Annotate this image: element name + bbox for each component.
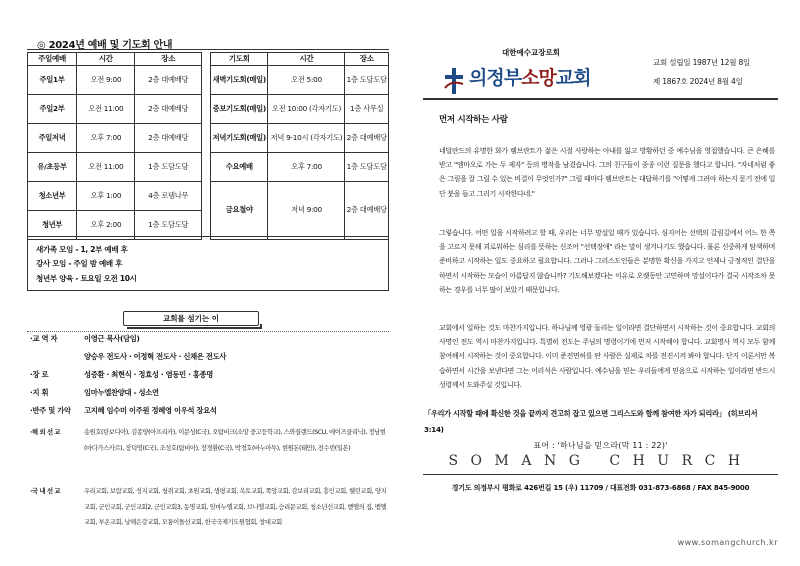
cross-icon	[443, 66, 465, 96]
service-schedule-table	[27, 52, 202, 240]
staff-names: 이영근 목사(담임)	[84, 334, 140, 343]
table-header: 장소	[345, 53, 389, 66]
article-paragraph: 그렇습니다. 어떤 일을 시작하려고 할 때, 우리는 너무 망설일 때가 있습니다. 심지어는 선택의 갈림길에서 어느 한 쪽을 고르지 못해 괴로워하는 심리를 뜻하는 신조어 "선택장애" 라는 말이 생겨나기도 했습니다. 물론 신중하게 탐색하며 준비하고 시작하는 일도 중요하고 필요합니다. 그러나 그리스도인들은 분명한 확신을 가지고 언제나 긍정적인 결단을 하면서 시작하는 모습이 아름답지 않습니까? 기도해보겠다는 이유로 오랫동안 고민하며 망설이다가 결국 시작조차 못하는 경우를 너무 많이 보았기 때문입니다.	[439, 229, 775, 294]
prayer-place: 1층 도담도담	[345, 66, 389, 95]
mission-role: ·국 내 선 교	[30, 488, 61, 495]
church-logo	[439, 58, 609, 98]
prayer-time: 저녁 9:00	[268, 182, 345, 240]
notice-item: 청년부 양육 - 토요일 오전 10시	[36, 274, 137, 283]
service-place: 1층 도담도담	[135, 153, 202, 182]
mission-list: 우리교회, 보람교회, 성지교회, 청쥐교회, 초원교회, 생평교회, 옥토교회, 쪽앙교회, 감보리교회, 흥인교회, 웰린교회, 양지교회, 군인교회, 군인교회2, 군인교회3, 동명교회, 임마누엘교회, 브니엘교회, 승리문교회, 청소년선교회, 벧엘의 집, 벧엘교회, 부온교회, 낭해은강교회, 모퉁이돌선교회, 한국국제기도원협회, 창대교회	[84, 488, 387, 526]
staff-role: ·반주 및 가악	[30, 406, 71, 415]
article-paragraph: 네덜란드의 유명한 화가 렘브란트가 젊은 시절 사랑하는 아내를 잃고 방황하던 중 예수님을 영접했습니다. 큰 은혜를 받고 "엠마오로 가는 두 제자" 등의 명작을 남겼습니다. 그의 친구들이 종종 이런 질문을 했다고 합니다. "자네처럼 좋은 그림을 잘 그릴 수 있는 비결이 무엇인가?" 그럴 때마다 렘브란트는 대답하기를 "어떻게 그려야 하는지 묻기 전에 일단 붓을 들고 그리기 시작한다네."	[439, 147, 775, 198]
church-motto: 표어 : '하나님을 믿으라(막 11 : 22)'	[533, 441, 668, 450]
divider	[27, 331, 389, 332]
mission-list: 송원호(탄보디아), 김종양(아프리카), 이문성(C국), 오탐비크(소망 중고등학교), 스와질랜드(SCU, 에이즈클리닉), 정남현(마다가스카르), 장덕영(C국), 조성호(탐비아), 장경환(C국), 박경호(바누아투), 현원돈(태만), 전수빈(일본)	[84, 429, 386, 452]
service-name: 주일저녁	[28, 124, 77, 153]
staff-section-title: 교회를 섬기는 이	[123, 311, 259, 326]
staff-names: 양승우 전도사 · 이정혁 전도사 · 신채은 전도사	[84, 352, 227, 361]
prayer-schedule-table	[210, 52, 389, 240]
staff-role: ·교 역 자	[30, 334, 58, 343]
table-header: 주일예배	[28, 53, 77, 66]
service-place: 2층 대예배당	[135, 95, 202, 124]
service-name: 청년부	[28, 211, 77, 240]
service-time: 오전 11:00	[77, 153, 135, 182]
church-name-part: 의정부	[469, 67, 522, 89]
notice-box	[27, 236, 389, 291]
prayer-time: 오후 7:00	[268, 153, 345, 182]
divider	[27, 49, 389, 50]
table-header: 시간	[268, 53, 345, 66]
prayer-name: 중보기도회(매일)	[211, 95, 268, 124]
service-time: 오후 2:00	[77, 211, 135, 240]
prayer-place: 1층 사무실	[345, 95, 389, 124]
mission-role: ·해 외 선 교	[30, 429, 61, 436]
staff-names: 고지혜 임수미 이주원 정혜영 이우석 장요석	[84, 406, 217, 415]
service-time: 오후 7:00	[77, 124, 135, 153]
staff-row	[30, 406, 390, 416]
table-header: 장소	[135, 53, 202, 66]
service-time: 오전 11:00	[77, 95, 135, 124]
article-paragraph: 교회에서 일하는 것도 마찬가지입니다. 하나님께 영광 돌리는 일이라면 결단하면서 시작하는 것이 중요합니다. 교회의 사명인 전도 역시 마찬가지입니다. 특별히 전도는 주님의 명령이기에 먼저 시작해야 합니다. 교회명사 역시 모두 함께 참여해서 시작하는 것이 중요합니다. 이미 준전면허를 딴 사람은 실제로 차를 전진시켜 봐야 합니다. 단지 이론서만 복습하면서 시간을 보낸다면 그는 어리석은 사람입니다. 예수님을 믿는 우리들에게 믿음으로 시작하는 일이라면 반드시 성령께서 도와주실 것입니다.	[439, 324, 775, 389]
staff-row	[30, 370, 390, 380]
website-link[interactable]: www.somangchurch.kr	[677, 538, 778, 547]
denomination: 대한예수교장로회	[502, 48, 560, 57]
service-name: 주일2부	[28, 95, 77, 124]
staff-row	[30, 388, 390, 398]
church-english-name: SOMANG CHURCH	[448, 453, 753, 469]
prayer-place: 2층 대예배당	[345, 124, 389, 153]
service-time: 오후 1:00	[77, 182, 135, 211]
prayer-name: 저녁기도회(매일)	[211, 124, 268, 153]
staff-role: ·장 로	[30, 370, 49, 379]
prayer-name: 금요철야	[211, 182, 268, 240]
service-name: 유/초등부	[28, 153, 77, 182]
prayer-place: 2층 대예배당	[345, 182, 389, 240]
staff-row	[30, 334, 390, 344]
divider	[423, 98, 778, 100]
divider	[423, 474, 778, 475]
service-place: 4층 로뎀나무	[135, 182, 202, 211]
article-title: 먼저 시작하는 사람	[439, 115, 508, 125]
church-address: 경기도 의정부시 평화로 426번길 15 (우) 11709 / 대표전화 031-873-6868 / FAX 845-9000	[451, 484, 750, 492]
issue-info: 제 1867호 2024년 8월 4일	[653, 77, 743, 86]
church-name	[469, 63, 591, 90]
prayer-name: 수요예배	[211, 153, 268, 182]
staff-role: ·지 휘	[30, 388, 49, 397]
service-time: 오전 9:00	[77, 66, 135, 95]
left-panel	[27, 33, 397, 553]
church-name-part: 교회	[555, 67, 591, 89]
prayer-name: 새벽기도회(매일)	[211, 66, 268, 95]
scripture-quote: 「우리가 시작할 때에 확신한 것을 끝까지 견고히 잡고 있으면 그리스도와 함께 참여한 자가 되리라」 (히브리서3:14)	[424, 409, 758, 434]
prayer-time: 오전 10:00 (각자기도)	[268, 95, 345, 124]
church-name-part: 소망	[521, 67, 556, 89]
right-panel	[423, 33, 783, 553]
staff-names: 임마누엘찬양대 - 성소연	[84, 388, 159, 397]
domestic-missions	[30, 484, 390, 531]
service-place: 1층 도담도담	[135, 211, 202, 240]
notice-item: 강사 모임 - 주일 밤 예배 후	[36, 259, 123, 268]
service-place: 2층 대예배당	[135, 66, 202, 95]
notice-item: 새가족 모임 - 1, 2부 예배 후	[36, 245, 128, 254]
service-place: 2층 대예배당	[135, 124, 202, 153]
prayer-place: 1층 도담도담	[345, 153, 389, 182]
overseas-missions	[30, 425, 390, 456]
service-name: 주일1부	[28, 66, 77, 95]
staff-names: 성증환 · 최현식 · 정효성 · 염동민 · 홍종명	[84, 370, 214, 379]
schedule-title: ◎ 2024년 예배 및 기도회 안내	[37, 40, 173, 51]
staff-row	[30, 352, 390, 362]
founded-date: 교회 설립일 1987년 12월 8일	[653, 58, 751, 67]
service-name: 청소년부	[28, 182, 77, 211]
table-header: 시간	[77, 53, 135, 66]
prayer-time: 저녁 9-10시 (각자기도)	[268, 124, 345, 153]
prayer-time: 오전 5:00	[268, 66, 345, 95]
table-header: 기도회	[211, 53, 268, 66]
